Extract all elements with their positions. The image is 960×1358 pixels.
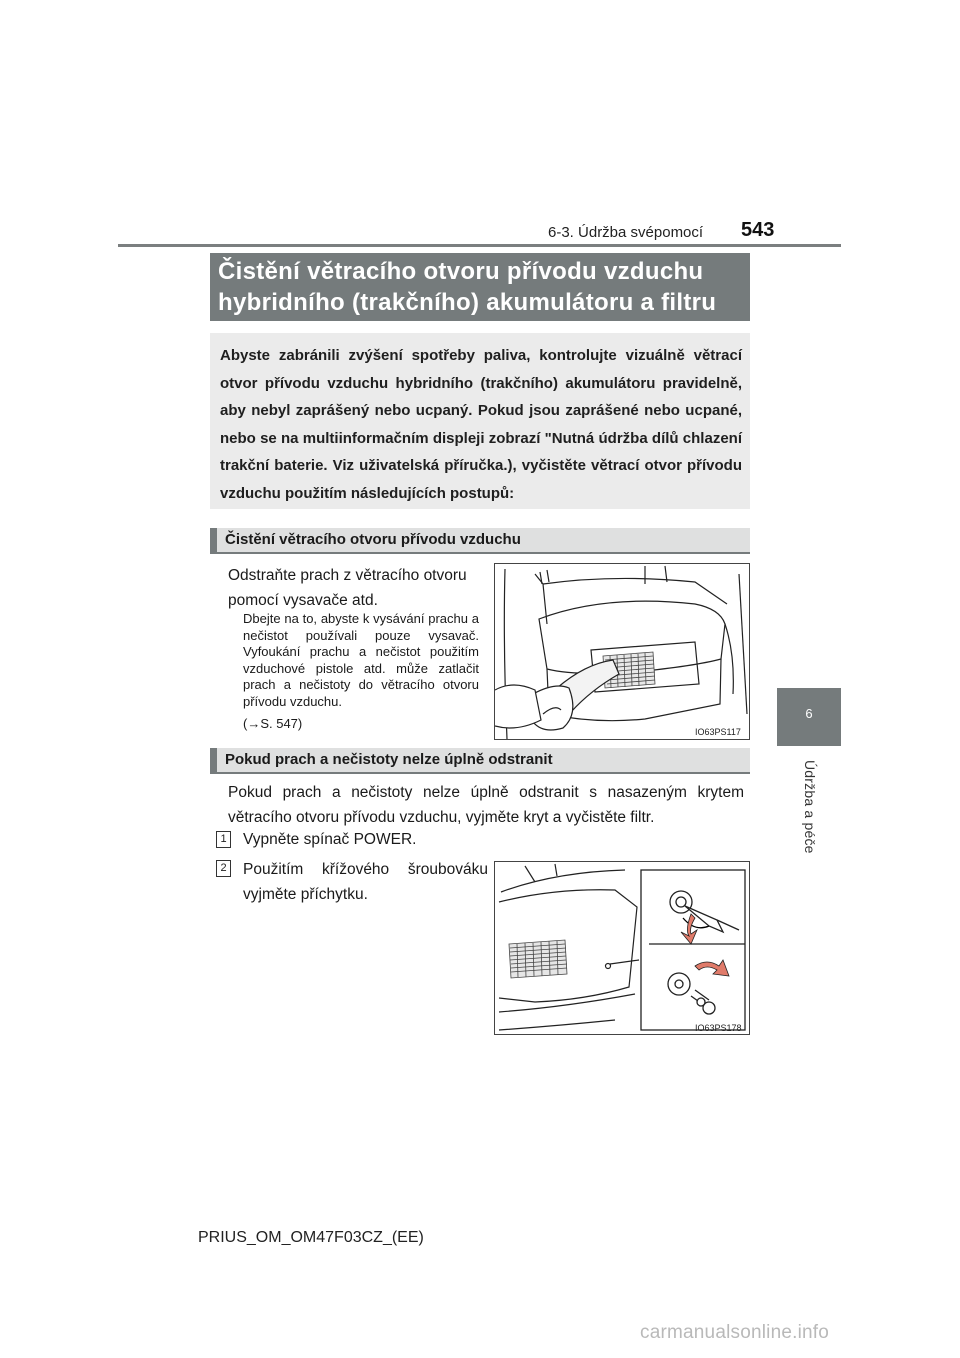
- section1-ref: (→S. 547): [243, 716, 303, 731]
- section2-text: Pokud prach a nečistoty nelze úplně odstranit s nasazeným krytem větracího otvoru přívodu vzduchu, vyjměte kryt a vyčistěte filtr.: [228, 784, 744, 826]
- clip-removal-figure: [494, 861, 750, 1035]
- section1-note: Dbejte na to, abyste k vysávání prachu a nečistot používali pouze vysavač. Vyfoukání prachu a nečistot použitím vzduchové pistole atd. může zatlačit prach a nečistoty do větracího otvoru přívodu vzduchu.: [243, 611, 479, 709]
- vacuum-cleaning-illustration: [495, 564, 750, 740]
- page-title: [210, 253, 750, 321]
- clip-removal-illustration: [495, 862, 750, 1035]
- figure1-code: IO63PS117: [695, 727, 741, 737]
- step2-number: 2: [216, 860, 231, 877]
- chapter-number: 6: [805, 706, 813, 721]
- step1-text: Vypněte spínač POWER.: [243, 831, 417, 848]
- page-title-line1: Čistění větracího otvoru přívodu vzduchu: [218, 258, 704, 285]
- step2-text: Použitím křížového šroubováku vyjměte příchytku.: [243, 861, 488, 903]
- footer-doc-id: PRIUS_OM_OM47F03CZ_(EE): [198, 1229, 424, 1246]
- section1-text: Odstraňte prach z větracího otvoru pomocí vysavače atd.: [228, 567, 467, 609]
- watermark: carmanualsonline.info: [640, 1322, 830, 1343]
- page-number: 543: [741, 219, 775, 241]
- section-header: 6-3. Údržba svépomocí: [548, 224, 704, 241]
- intro-box: Abyste zabránili zvýšení spotřeby paliva, kontrolujte vizuálně větrací otvor přívodu vzduchu hybridního (trakčního) akumulátoru pravidelně, aby nebyl zaprášený nebo ucpaný. Pokud jsou zaprášené nebo ucpané, nebo se na multiinformačním displeji zobrazí "Nutná údržba dílů chlazení trakční baterie. Viz uživatelská příručka.), vyčistěte větrací otvor přívodu vzduchu použitím následujících postupů:: [210, 333, 750, 509]
- chapter-title: Údržba a péče: [802, 760, 818, 854]
- section2-heading: Pokud prach a nečistoty nelze úplně odstranit: [210, 748, 750, 774]
- header-rule: [118, 244, 841, 247]
- section1-heading: Čistění větracího otvoru přívodu vzduchu: [210, 528, 750, 554]
- vacuum-cleaning-figure: [494, 563, 750, 740]
- step1-number: 1: [216, 831, 231, 848]
- page-title-line2: hybridního (trakčního) akumulátoru a filtru: [218, 289, 717, 316]
- chapter-tab: [777, 688, 841, 746]
- figure2-code: IO63PS178: [695, 1023, 742, 1033]
